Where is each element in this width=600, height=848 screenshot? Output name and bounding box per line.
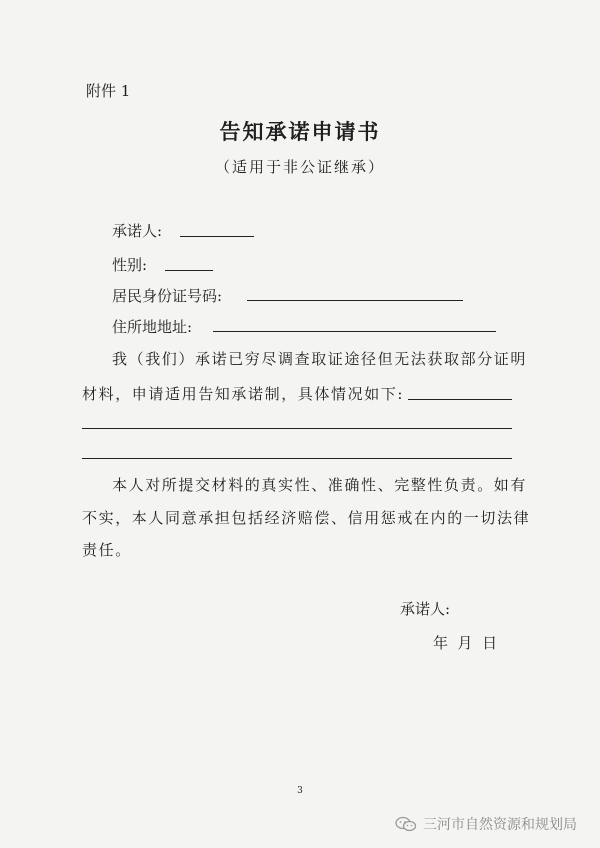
watermark-text: 三河市自然资源和规划局 [423,817,577,833]
signature-label: 承诺人: [400,600,451,618]
gender-field-line [165,270,213,271]
liability-line-3: 责任。 [82,541,132,559]
address-field-label: 住所地地址: [112,318,193,336]
promisor-field-line [180,236,254,237]
signature-date: 年 月 日 [433,634,498,652]
wechat-icon [395,816,417,832]
address-field-line [213,331,496,332]
id-number-field-line [247,300,463,301]
document-subtitle: （适用于非公证继承） [214,158,385,176]
document-title: 告知承诺申请书 [219,119,381,144]
statement-line-1: 我（我们）承诺已穷尽调查取证途径但无法获取部分证明 [112,350,528,368]
liability-line-1: 本人对所提交材料的真实性、准确性、完整性负责。如有 [112,476,528,494]
liability-line-2: 不实，本人同意承担包括经济赔偿、信用惩戒在内的一切法律 [82,509,531,527]
id-number-field-label: 居民身份证号码: [112,287,223,305]
attachment-label: 附件 1 [86,82,131,100]
promisor-field-label: 承诺人: [112,222,163,240]
gender-field-label: 性别: [112,256,148,274]
statement-line-2: 材料，申请适用告知承诺制，具体情况如下: [82,385,405,403]
statement-line-2-blank [408,399,512,400]
watermark [395,814,577,834]
blank-line-1 [82,428,512,429]
blank-line-2 [82,458,512,459]
page-number: 3 [297,786,303,796]
